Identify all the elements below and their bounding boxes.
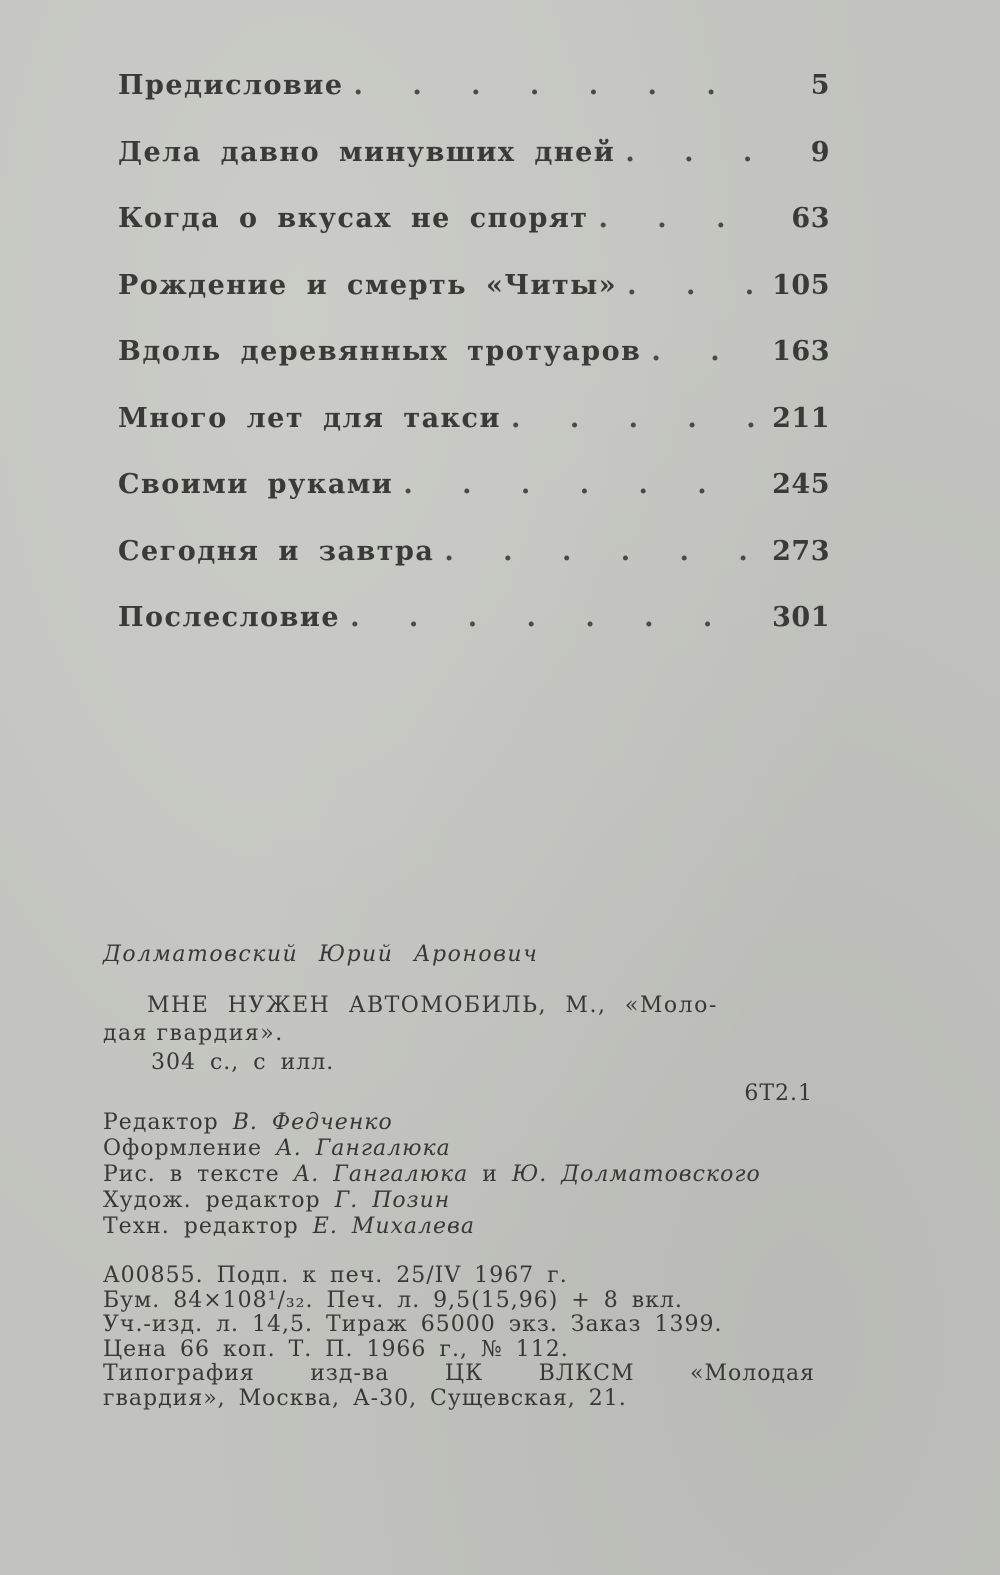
toc-entry	[118, 137, 830, 204]
toc-entry	[118, 70, 830, 137]
toc-entry	[118, 536, 830, 603]
toc-entry	[118, 602, 830, 669]
credit-role: Рис. в тексте	[103, 1162, 280, 1187]
toc-entry-title: Вдоль деревянных тротуаров	[118, 336, 642, 367]
credit-role: Оформление	[103, 1136, 263, 1161]
toc-leader-dots	[627, 270, 758, 301]
table-of-contents	[118, 70, 830, 669]
credit-role: Худож. редактор	[103, 1188, 321, 1213]
toc-leader-dots	[511, 403, 758, 434]
toc-entry-page: 245	[772, 469, 830, 500]
toc-entry-page: 211	[772, 402, 830, 434]
print-line: Типография изд-ва ЦК ВЛКСМ «Молодая	[103, 1361, 815, 1386]
credit-line	[103, 1162, 815, 1188]
toc-entry-title: Дела давно минувших дней	[118, 136, 616, 168]
toc-entry-page: 105	[772, 269, 830, 301]
credit-name: Е. Михалева	[312, 1214, 475, 1239]
toc-entry-title: Когда о вкусах не спорят	[118, 203, 589, 234]
print-line: А00855. Подп. к печ. 25/IV 1967 г.	[103, 1263, 568, 1288]
classification-code: 6Т2.1	[744, 1081, 813, 1106]
toc-entry-title: Рождение и смерть «Читы»	[118, 269, 618, 301]
toc-leader-dots	[599, 203, 761, 234]
print-line: гвардия», Москва, А-30, Сущевская, 21.	[103, 1385, 627, 1411]
credit-line	[103, 1188, 815, 1214]
toc-entry-page: 63	[791, 203, 830, 234]
credits-list	[103, 1110, 815, 1240]
toc-leader-dots	[444, 536, 758, 567]
toc-entry-page: 5	[810, 70, 830, 101]
credit-conjunction: и	[482, 1162, 498, 1187]
credit-role: Редактор	[103, 1110, 219, 1135]
credit-name: Г. Позин	[334, 1188, 451, 1213]
toc-entry	[118, 469, 830, 536]
toc-entry-title: Своими руками	[118, 469, 394, 500]
toc-leader-dots	[354, 70, 760, 101]
toc-entry-title: Сегодня и завтра	[118, 535, 435, 567]
book-title-line: дая гвардия».	[103, 1021, 284, 1046]
credit-line	[103, 1136, 815, 1162]
book-page-count: 304 с., с илл.	[151, 1050, 335, 1075]
print-line: Бум. 84×108¹/₃₂. Печ. л. 9,5(15,96) + 8 вкл.	[103, 1287, 683, 1313]
toc-entry-title: Послесловие	[118, 602, 341, 633]
print-details	[103, 1264, 815, 1411]
author-name: Долматовский Юрий Аронович	[103, 942, 539, 967]
toc-leader-dots	[651, 336, 758, 367]
credit-role: Техн. редактор	[103, 1214, 299, 1239]
credit-name: А. Гангалюка	[276, 1136, 451, 1161]
toc-entry	[118, 270, 830, 337]
print-line: Уч.-изд. л. 14,5. Тираж 65000 экз. Заказ 1399.	[103, 1312, 723, 1337]
credit-name: Ю. Долматовского	[511, 1162, 761, 1187]
toc-entry	[118, 336, 830, 403]
toc-leader-dots	[403, 469, 758, 500]
credit-line	[103, 1214, 815, 1240]
credit-name: А. Гангалюка	[293, 1162, 469, 1187]
credit-line	[103, 1110, 815, 1136]
toc-entry-page: 163	[772, 336, 830, 367]
toc-leader-dots	[350, 602, 758, 633]
credit-name: В. Федченко	[232, 1110, 393, 1135]
toc-entry	[118, 203, 830, 270]
toc-entry-page: 9	[810, 136, 830, 168]
book-title-line: МНЕ НУЖЕН АВТОМОБИЛЬ, М., «Моло-	[147, 993, 718, 1018]
imprint-block	[103, 938, 815, 1411]
print-line: Цена 66 коп. Т. П. 1966 г., № 112.	[103, 1336, 569, 1362]
toc-entry-title: Предисловие	[118, 70, 344, 101]
toc-leader-dots	[625, 137, 760, 168]
toc-entry-page: 301	[772, 602, 830, 633]
toc-entry-title: Много лет для такси	[118, 402, 502, 434]
toc-entry-page: 273	[772, 535, 830, 567]
toc-entry	[118, 403, 830, 470]
